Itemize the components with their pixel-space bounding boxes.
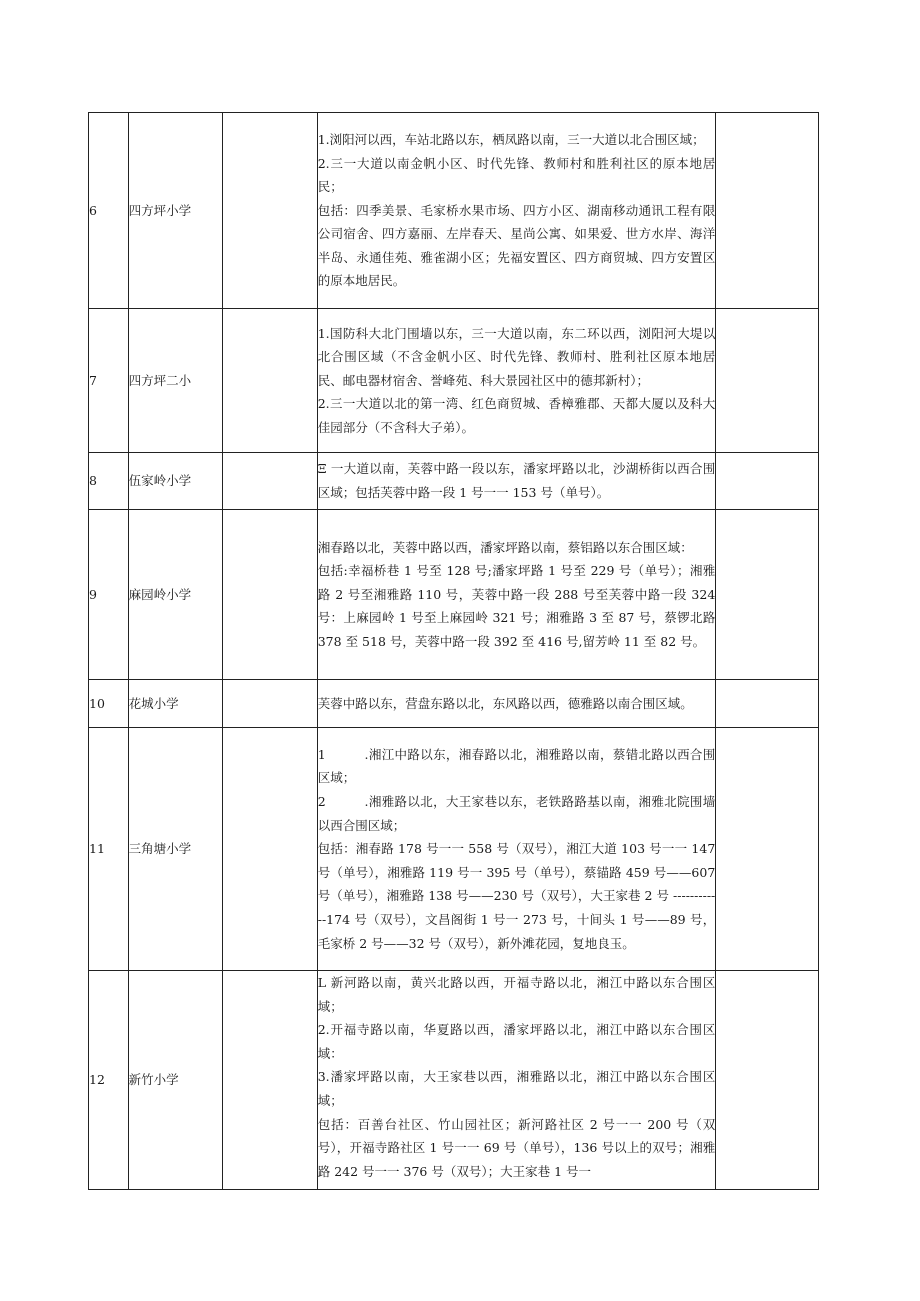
table-row xyxy=(89,453,819,510)
school-name: 新竹小学 xyxy=(128,971,223,1190)
note-cell xyxy=(716,113,819,309)
area-line: 1 .湘江中路以东，湘春路以北，湘雅路以南，蔡错北路以西合围区域； xyxy=(317,746,716,786)
blank-cell xyxy=(223,453,318,510)
school-name: 伍家岭小学 xyxy=(128,453,223,510)
blank-cell xyxy=(223,728,318,971)
area-line: 包括：湘春路 178 号一一 558 号（双号），湘江大道 103 号一一 147 号（单号），湘雅路 119 号一 395 号（单号），蔡锚路 459 号——607 号（单号），湘雅路 138 号——230 号（双号），大王家巷 2 号 ------------174 号（双号），文昌阁街 1 号一 273 号，十间头 1 号——89 号，毛家桥 2 号——32 号（双号），新外滩花园，复地良玉。 xyxy=(317,841,716,951)
school-name: 四方坪二小 xyxy=(128,309,223,453)
catchment-area xyxy=(317,728,716,971)
blank-cell xyxy=(223,680,318,728)
table-row xyxy=(89,680,819,728)
area-line: 包括：百善台社区、竹山园社区；新河路社区 2 号一一 200 号（双号），开福寺路社区 1 号一一 69 号（单号），136 号以上的双号；湘雅路 242 号一一 376 号（双号）；大王家巷 1 号一 xyxy=(317,1116,716,1179)
school-name: 四方坪小学 xyxy=(128,113,223,309)
table-row xyxy=(89,113,819,309)
note-cell xyxy=(716,971,819,1190)
area-line: 芙蓉中路以东，营盘东路以北，东风路以西，德雅路以南合围区域。 xyxy=(317,695,693,711)
school-name: 花城小学 xyxy=(128,680,223,728)
school-name: 麻园岭小学 xyxy=(128,510,223,680)
blank-cell xyxy=(223,113,318,309)
blank-cell xyxy=(223,510,318,680)
area-line: 2 .湘雅路以北，大王家巷以东，老铁路路基以南，湘雅北院围墙以西合围区域； xyxy=(317,794,716,833)
school-name: 三角塘小学 xyxy=(128,728,223,971)
area-line: 包括：四季美景、毛家桥水果市场、四方小区、湖南移动通讯工程有限公司宿舍、四方嘉丽、左岸春天、星尚公寓、如果爱、世方水岸、海洋半岛、永通佳苑、雅雀湖小区；先福安置区、四方商贸城、四方安置区的原本地居民。 xyxy=(317,202,716,289)
note-cell xyxy=(716,680,819,728)
catchment-area xyxy=(317,113,716,309)
area-line: 2.三一大道以南金帆小区、时代先锋、教师村和胜利社区的原本地居民； xyxy=(317,155,716,195)
catchment-area xyxy=(317,309,716,453)
catchment-area xyxy=(317,680,716,728)
note-cell xyxy=(716,453,819,510)
row-number: 10 xyxy=(89,680,129,728)
catchment-area xyxy=(317,971,716,1190)
area-line: 湘春路以北，芙蓉中路以西，潘家坪路以南，蔡铝路以东合围区域： xyxy=(317,539,693,555)
note-cell xyxy=(716,510,819,680)
table-row xyxy=(89,728,819,971)
row-number: 6 xyxy=(89,113,129,309)
school-zone-table-body xyxy=(89,113,819,1190)
area-line: 3.潘家坪路以南，大王家巷以西，湘雅路以北，湘江中路以东合围区域； xyxy=(317,1069,716,1108)
row-number: 11 xyxy=(89,728,129,971)
catchment-area xyxy=(317,510,716,680)
area-line: Ξ 一大道以南，芙蓉中路一段以东，潘家坪路以北，沙湖桥街以西合围区域；包括芙蓉中路一段 1 号一一 153 号（单号）。 xyxy=(317,461,716,500)
school-zone-table xyxy=(88,112,819,1190)
blank-cell xyxy=(223,309,318,453)
row-number: 12 xyxy=(89,971,129,1190)
note-cell xyxy=(716,728,819,971)
area-line: 包括:幸福桥巷 1 号至 128 号;潘家坪路 1 号至 229 号（单号）；湘雅路 2 号至湘雅路 110 号，芙蓉中路一段 288 号至芙蓉中路一段 324 号：上麻园岭 1 号至上麻园岭 321 号；湘雅路 3 至 87 号，蔡锣北路 378 至 518 号，芙蓉中路一段 392 至 416 号,留芳岭 11 至 82 号。 xyxy=(317,563,716,649)
table-row xyxy=(89,971,819,1190)
area-line: 1.浏阳河以西，车站北路以东，栖凤路以南，三一大道以北合围区域； xyxy=(317,131,705,147)
catchment-area xyxy=(317,453,716,510)
area-line: 2.开福寺路以南，华夏路以西，潘家坪路以北，湘江中路以东合围区域： xyxy=(317,1022,716,1061)
table-row xyxy=(89,510,819,680)
row-number: 9 xyxy=(89,510,129,680)
row-number: 8 xyxy=(89,453,129,510)
row-number: 7 xyxy=(89,309,129,453)
area-line: L 新河路以南，黄兴北路以西，开福寺路以北，湘江中路以东合围区域； xyxy=(317,975,716,1014)
area-line: 1.国防科大北门围墙以东，三一大道以南，东二环以西，浏阳河大堤以北合围区域（不含金帆小区、时代先锋、教师村、胜利社区原本地居民、邮电器材宿舍、誉峰苑、科大景园社区中的德邦新村）； xyxy=(317,325,716,388)
note-cell xyxy=(716,309,819,453)
table-row xyxy=(89,309,819,453)
area-line: 2.三一大道以北的第一湾、红色商贸城、香樟雅郡、天都大厦以及科大佳园部分（不含科大子弟）。 xyxy=(317,396,716,435)
blank-cell xyxy=(223,971,318,1190)
